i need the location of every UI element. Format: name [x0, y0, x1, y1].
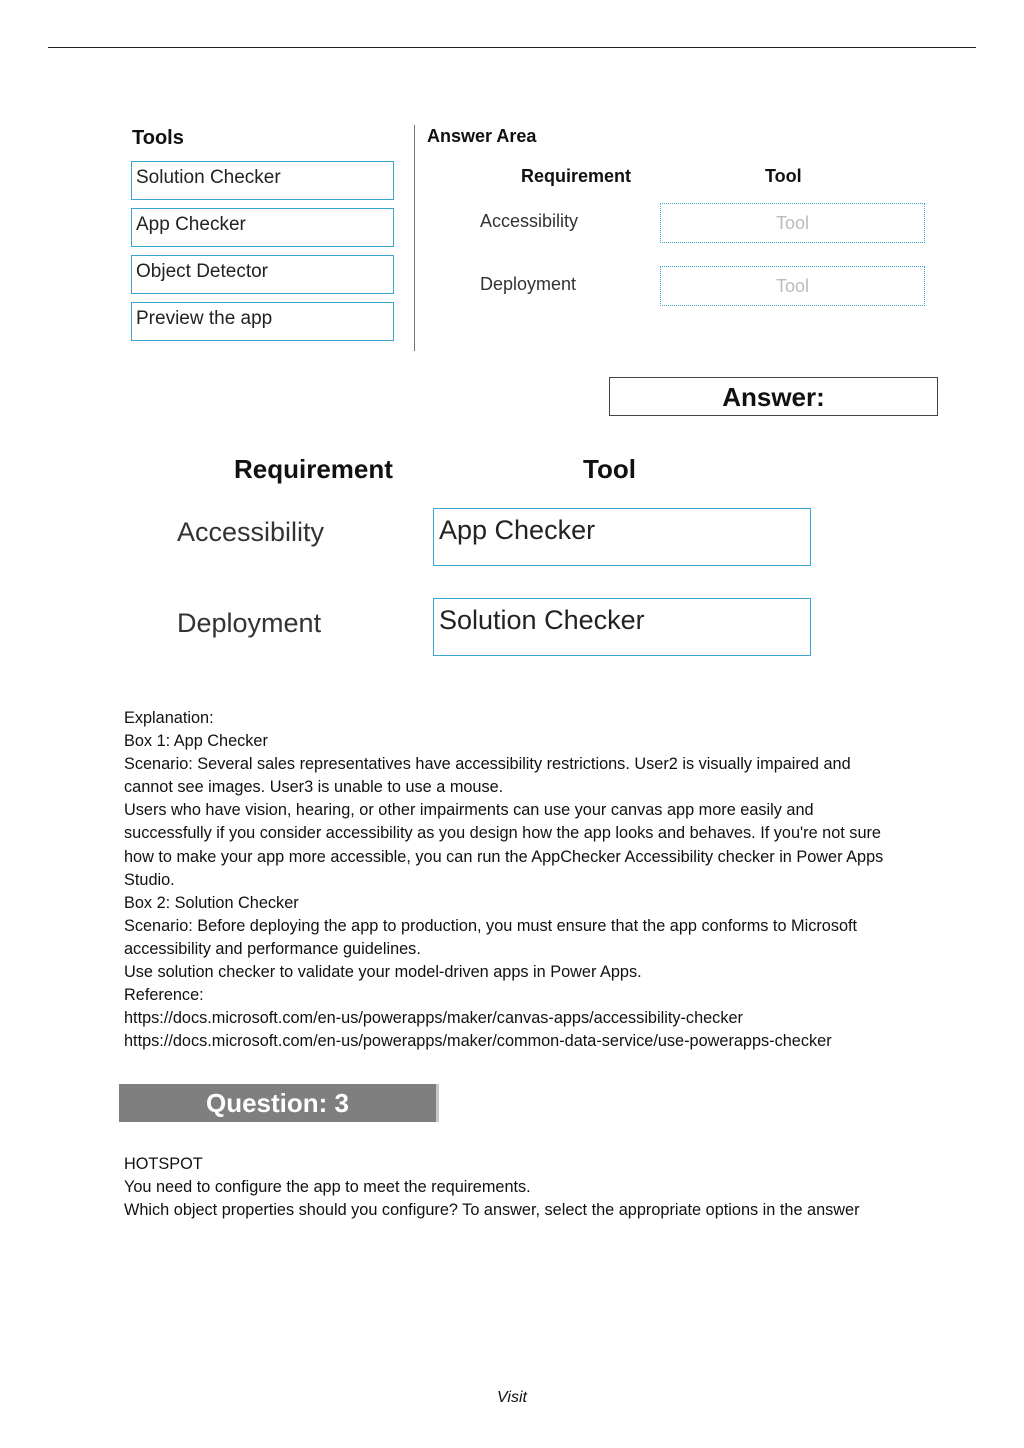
tool-header: Tool: [765, 166, 802, 186]
requirement-accessibility: Accessibility: [480, 211, 579, 231]
result-requirement-deployment: Deployment: [177, 608, 322, 638]
result-requirement-accessibility: Accessibility: [177, 517, 325, 547]
explanation-line: Scenario: Before deploying the app to production, you must ensure that the app conforms to Microsoft: [124, 916, 858, 935]
drop-target-deployment[interactable]: Tool: [660, 266, 925, 306]
explanation-line: Studio.: [124, 870, 175, 889]
explanation-line: cannot see images. User3 is unable to use a mouse.: [124, 778, 504, 797]
hotspot-line: You need to configure the app to meet the requirements.: [124, 1178, 531, 1197]
tool-item-object-detector[interactable]: Object Detector: [131, 255, 394, 294]
tools-title: Tools: [132, 127, 184, 149]
explanation-text: [124, 707, 944, 1053]
tool-item-app-checker[interactable]: App Checker: [131, 208, 394, 247]
explanation-line: Box 1: App Checker: [124, 732, 268, 751]
reference-link[interactable]: https://docs.microsoft.com/en-us/powerapps/maker/canvas-apps/accessibility-checker: [124, 1009, 743, 1028]
explanation-line: Users who have vision, hearing, or other impairments can use your canvas app more easily and: [124, 801, 814, 820]
requirement-deployment: Deployment: [480, 274, 577, 294]
drop-target-accessibility[interactable]: Tool: [660, 203, 925, 243]
result-tool-app-checker: App Checker: [433, 508, 811, 566]
requirement-header: Requirement: [521, 166, 632, 186]
answer-area-title: Answer Area: [427, 126, 537, 146]
footer-visit[interactable]: Visit: [497, 1389, 527, 1406]
explanation-line: accessibility and performance guidelines.: [124, 939, 421, 958]
answer-label: Answer:: [609, 377, 938, 416]
explanation-line: successfully if you consider accessibility as you design how the app looks and behaves. If you're not sure: [124, 824, 881, 843]
explanation-line: Reference:: [124, 986, 204, 1005]
explanation-line: Use solution checker to validate your model-driven apps in Power Apps.: [124, 963, 642, 982]
column-divider: [414, 125, 415, 351]
explanation-line: Box 2: Solution Checker: [124, 893, 299, 912]
explanation-line: Scenario: Several sales representatives have accessibility restrictions. User2 is visually impaired and: [124, 755, 851, 774]
reference-link[interactable]: https://docs.microsoft.com/en-us/powerapps/maker/common-data-service/use-powerapps-checker: [124, 1032, 832, 1051]
tool-item-solution-checker[interactable]: Solution Checker: [131, 161, 394, 200]
tool-item-preview-app[interactable]: Preview the app: [131, 302, 394, 341]
top-rule: [48, 47, 976, 48]
result-requirement-header: Requirement: [234, 454, 393, 484]
explanation-line: how to make your app more accessible, you can run the AppChecker Accessibility checker in Power Apps: [124, 847, 884, 866]
result-tool-header: Tool: [583, 454, 636, 484]
result-tool-solution-checker: Solution Checker: [433, 598, 811, 656]
hotspot-line: HOTSPOT: [124, 1155, 203, 1173]
explanation-line: Explanation:: [124, 709, 214, 727]
hotspot-line: Which object properties should you configure? To answer, select the appropriate options in the answer: [124, 1201, 860, 1220]
hotspot-text: [124, 1153, 944, 1222]
question-banner: Question: 3: [119, 1084, 439, 1122]
